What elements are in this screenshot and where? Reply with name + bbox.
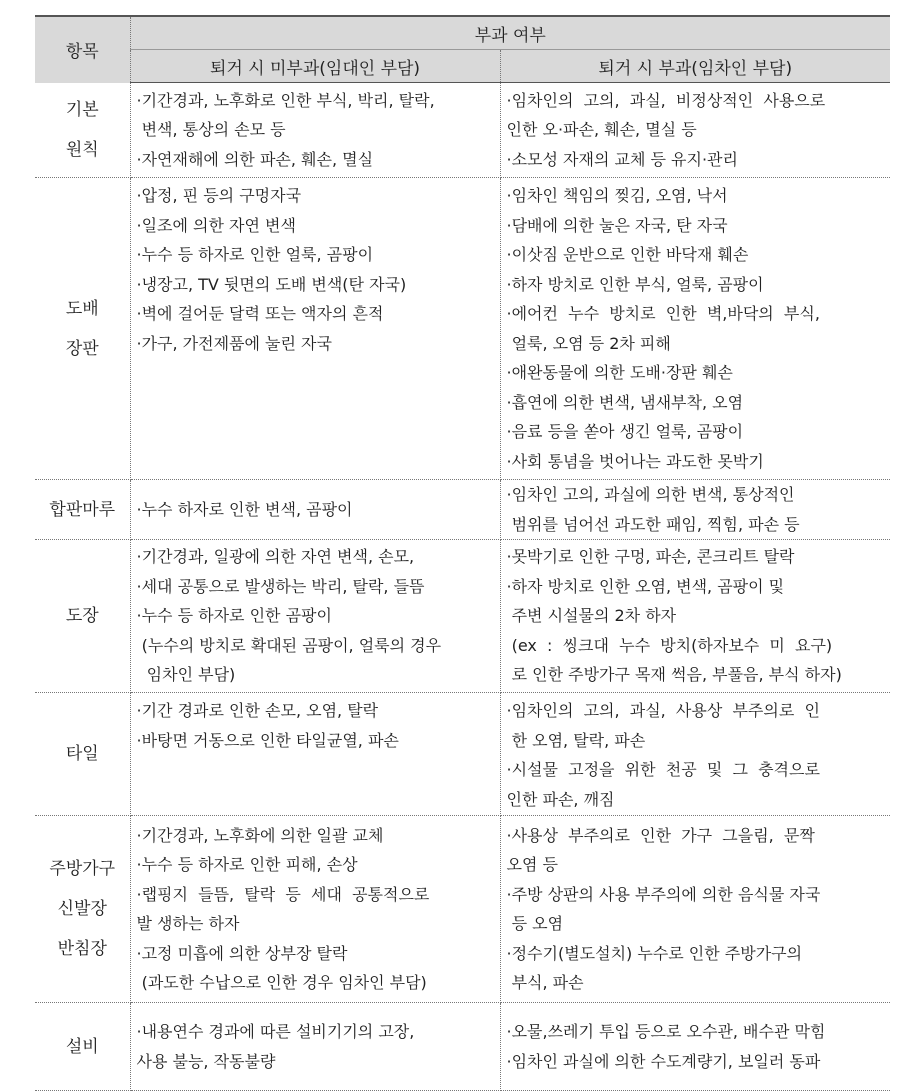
tenant-cell-line: ·못박기로 인한 구멍, 파손, 콘크리트 탈락 (506, 547, 795, 567)
landlord-cell-line: ·자연재해에 의한 파손, 훼손, 멸실 (136, 149, 374, 169)
landlord-cell (130, 83, 500, 178)
tenant-cell (500, 693, 890, 816)
table-row (35, 816, 890, 1003)
item-name (35, 1003, 130, 1091)
item-name (35, 178, 130, 480)
tenant-cell-line: ·임차인 과실에 의한 수도계량기, 보일러 동파 (506, 1051, 821, 1071)
item-name (35, 693, 130, 816)
tenant-cell-line: ·에어컨 누수 방치로 인한 벽,바닥의 부식, (506, 304, 820, 323)
landlord-cell-line: ·고정 미흡에 의한 상부장 탈락 (136, 943, 348, 963)
header-landlord: 퇴거 시 미부과(임대인 부담) (130, 50, 500, 83)
table-row (35, 83, 890, 178)
landlord-cell-line: ·냉장고, TV 뒷면의 도배 변색(탄 자국) (136, 274, 407, 294)
landlord-cell (130, 480, 500, 540)
landlord-cell-line: (과도한 수납으로 인한 경우 임차인 부담) (136, 973, 427, 992)
item-name-line: 기본 (65, 99, 99, 120)
tenant-cell-line: 로 인한 주방가구 목재 썩음, 부풀음, 부식 하자) (506, 665, 842, 685)
table-row (35, 480, 890, 540)
item-name (35, 480, 130, 540)
item-name-line: 반침장 (57, 939, 107, 959)
tenant-cell-line: 얼룩, 오염 등 2차 피해 (506, 333, 671, 353)
item-name-line: 합판마루 (49, 499, 116, 520)
table-row (35, 540, 890, 693)
tenant-cell-line: ·애완동물에 의한 도배·장판 훼손 (506, 363, 733, 382)
tenant-cell-line: ·사회 통념을 벗어나는 과도한 못박기 (506, 451, 764, 471)
tenant-cell-line: ·소모성 자재의 교체 등 유지·관리 (506, 149, 738, 169)
landlord-cell-line: ·일조에 의한 자연 변색 (136, 215, 296, 235)
tenant-cell-line: ·이삿짐 운반으로 인한 바닥재 훼손 (506, 245, 749, 264)
landlord-cell-line: ·기간 경과로 인한 손모, 오염, 탈락 (136, 701, 379, 720)
landlord-cell-line: (누수의 방치로 확대된 곰팡이, 얼룩의 경우 (136, 635, 442, 655)
tenant-cell-line: ·정수기(별도설치) 누수로 인한 주방가구의 (506, 943, 803, 963)
tenant-cell-line: 한 오염, 탈락, 파손 (506, 730, 646, 750)
tenant-cell-line: ·하자 방치로 인한 부식, 얼룩, 곰팡이 (506, 274, 764, 294)
landlord-cell-line: ·누수 등 하자로 인한 곰팡이 (136, 606, 332, 626)
header-subrow (35, 50, 890, 83)
item-name-line: 도배 (65, 298, 99, 319)
table-row (35, 1003, 890, 1091)
landlord-cell-line: ·랩핑지 들뜸, 탈락 등 세대 공통적으로 (136, 884, 430, 904)
item-name (35, 540, 130, 693)
item-name-line: 설비 (65, 1036, 99, 1057)
tenant-cell (500, 178, 890, 480)
tenant-cell (500, 480, 890, 540)
tenant-cell-line: ·임차인 책임의 찢김, 오염, 낙서 (506, 186, 728, 205)
landlord-cell-line: ·기간경과, 노후화에 의한 일괄 교체 (136, 825, 384, 845)
landlord-cell-line: ·가구, 가전제품에 눌린 자국 (136, 333, 332, 353)
landlord-cell (130, 1003, 500, 1091)
landlord-cell-line: ·압정, 핀 등의 구멍자국 (136, 186, 302, 205)
tenant-cell-line: ·임차인의 고의, 과실, 비정상적인 사용으로 (506, 90, 826, 110)
landlord-cell (130, 816, 500, 1003)
landlord-cell-line: 임차인 부담) (136, 665, 236, 685)
item-name-line: 장판 (65, 338, 99, 359)
landlord-cell (130, 540, 500, 693)
item-name (35, 83, 130, 178)
tenant-cell-line: ·임차인 고의, 과실에 의한 변색, 통상적인 (506, 485, 795, 504)
tenant-cell-line: ·담배에 의한 눌은 자국, 탄 자국 (506, 215, 728, 235)
tenant-cell-line: 인한 파손, 깨짐 (506, 789, 615, 809)
tenant-cell-line: 부식, 파손 (506, 973, 584, 992)
tenant-cell-line: ·오물,쓰레기 투입 등으로 오수관, 배수관 막힘 (506, 1022, 826, 1041)
item-name-line: 도장 (65, 606, 99, 626)
landlord-cell (130, 693, 500, 816)
tenant-cell-line: ·주방 상판의 사용 부주의에 의한 음식물 자국 (506, 884, 821, 904)
landlord-cell (130, 178, 500, 480)
tenant-cell-line: ·하자 방치로 인한 오염, 변색, 곰팡이 및 (506, 576, 785, 596)
item-name-line: 주방가구 (49, 859, 116, 879)
item-name-line: 타일 (65, 744, 99, 764)
landlord-cell-line: ·누수 등 하자로 인한 얼룩, 곰팡이 (136, 245, 374, 264)
landlord-cell-line: ·누수 하자로 인한 변색, 곰팡이 (136, 499, 353, 519)
tenant-cell-line: ·임차인의 고의, 과실, 사용상 부주의로 인 (506, 701, 820, 720)
item-name (35, 816, 130, 1003)
tenant-cell (500, 816, 890, 1003)
landlord-cell-line: ·벽에 걸어둔 달력 또는 액자의 흔적 (136, 304, 384, 323)
tenant-cell-line: 인한 오·파손, 훼손, 멸실 등 (506, 120, 697, 140)
landlord-cell-line: ·기간경과, 일광에 의한 자연 변색, 손모, (136, 547, 415, 567)
tenant-cell-line: 범위를 넘어선 과도한 패임, 찍힘, 파손 등 (506, 514, 800, 534)
table-row (35, 178, 890, 480)
table-body (35, 83, 890, 1091)
landlord-cell-line: ·내용연수 경과에 따른 설비기기의 고장, (136, 1022, 415, 1041)
tenant-cell-line: ·흡연에 의한 변색, 냄새부착, 오염 (506, 392, 744, 412)
landlord-cell-line: 변색, 통상의 손모 등 (136, 120, 286, 140)
header-row (35, 16, 890, 50)
tenant-cell (500, 540, 890, 693)
tenant-cell-line: ·사용상 부주의로 인한 가구 그을림, 문짝 (506, 825, 815, 845)
tenant-cell-line: 주변 시설물의 2차 하자 (506, 606, 677, 626)
repair-responsibility-table (35, 15, 890, 1091)
tenant-cell-line: (ex : 씽크대 누수 방치(하자보수 미 요구) (506, 635, 833, 655)
landlord-cell-line: 발 생하는 하자 (136, 914, 240, 933)
item-name-line: 원칙 (65, 139, 99, 160)
header-tenant: 퇴거 시 부과(임차인 부담) (500, 50, 890, 83)
table-row (35, 693, 890, 816)
tenant-cell (500, 83, 890, 178)
tenant-cell-line: 오염 등 (506, 855, 558, 874)
landlord-cell-line: ·세대 공통으로 발생하는 박리, 탈락, 들뜸 (136, 576, 425, 596)
landlord-cell-line: 사용 불능, 작동불량 (136, 1051, 276, 1071)
landlord-cell-line: ·기간경과, 노후화로 인한 부식, 박리, 탈락, (136, 90, 435, 110)
tenant-cell-line: 등 오염 (506, 914, 564, 933)
header-item: 항목 (35, 16, 130, 83)
tenant-cell-line: ·시설물 고정을 위한 천공 및 그 충격으로 (506, 760, 820, 779)
landlord-cell-line: ·누수 등 하자로 인한 피해, 손상 (136, 855, 358, 874)
landlord-cell-line: ·바탕면 거동으로 인한 타일균열, 파손 (136, 730, 399, 750)
tenant-cell (500, 1003, 890, 1091)
tenant-cell-line: ·음료 등을 쏟아 생긴 얼룩, 곰팡이 (506, 422, 744, 441)
header-charge-status: 부과 여부 (130, 16, 890, 50)
item-name-line: 신발장 (57, 899, 107, 919)
